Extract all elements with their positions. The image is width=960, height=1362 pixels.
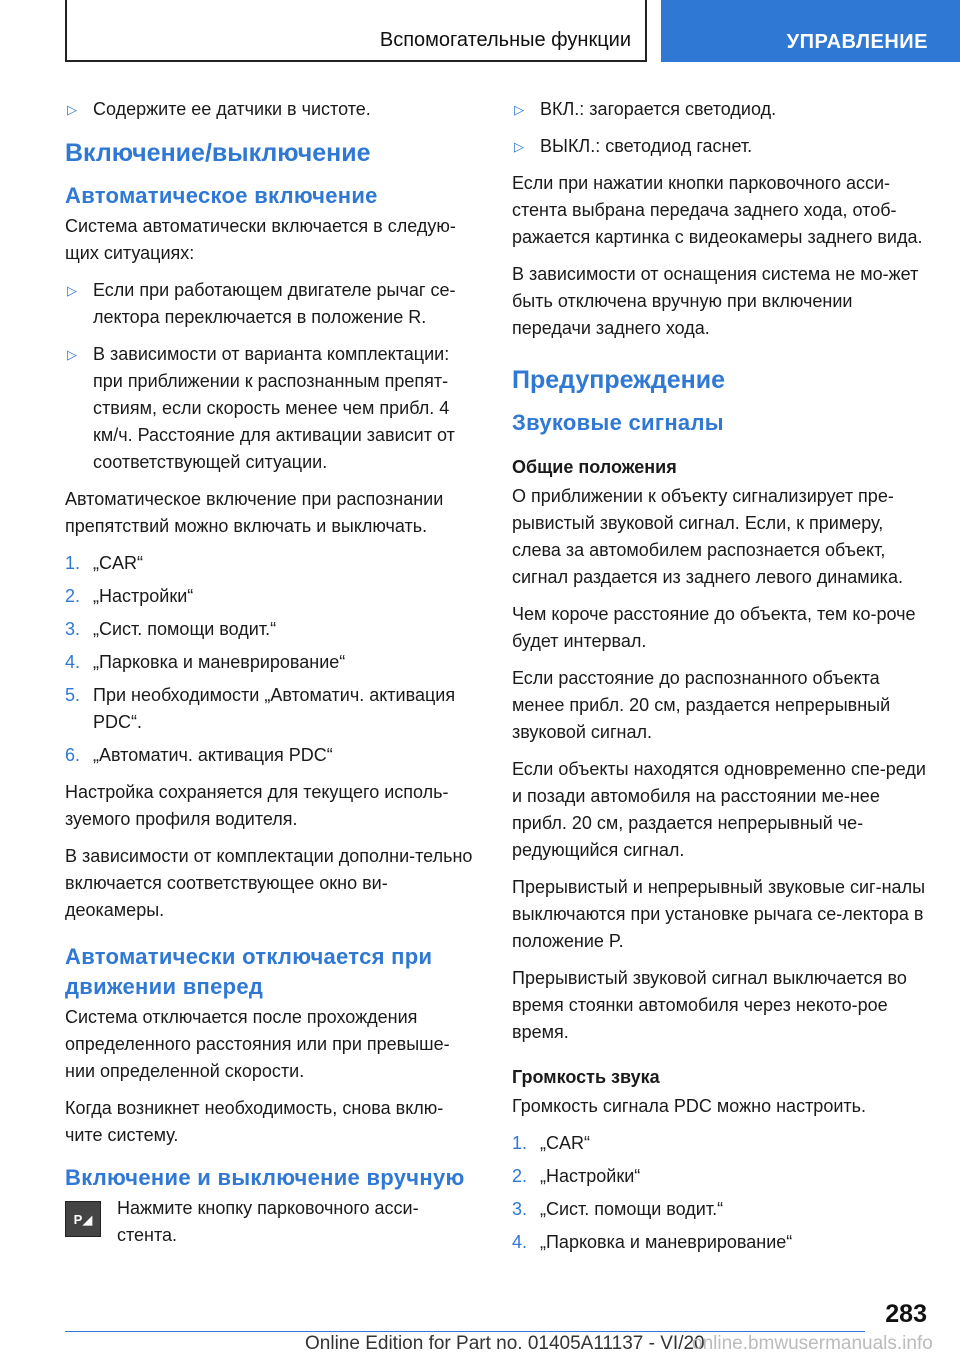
paragraph: Когда возникнет необходимость, снова вклю-чите систему. [65, 1098, 444, 1145]
triangle-bullet-icon: ▷ [67, 283, 77, 298]
paragraph: В зависимости от оснащения система не мо-жет быть отключена вручную при включении передачи заднего хода. [512, 264, 919, 338]
paragraph: Автоматическое включение при распознании препятствий можно включать и выключать. [65, 489, 444, 536]
left-column [65, 96, 475, 1259]
paragraph: Если при нажатии кнопки парковочного асси-стента выбрана передача заднего хода, отоб-ражается картинка с видеокамеры заднего вида. [512, 173, 923, 247]
list-item: 1. „CAR“ [65, 553, 143, 573]
page-number: 283 [885, 1300, 927, 1328]
header-section-title: Вспомогательные функции [379, 29, 631, 51]
list-item: 2. „Настройки“ [512, 1166, 641, 1186]
list-item: ▷ ВЫКЛ.: светодиод гаснет. [512, 133, 927, 160]
paragraph: Громкость сигнала PDC можно настроить. [512, 1096, 867, 1116]
list-item: 3. „Сист. помощи водит.“ [65, 619, 277, 639]
header-frame [65, 0, 647, 62]
heading-warning: Предупреждение [512, 366, 726, 394]
paragraph: Система автоматически включается в следую-щих ситуациях: [65, 216, 456, 263]
bullet-list [65, 277, 475, 476]
triangle-bullet-icon: ▷ [514, 139, 524, 154]
paragraph: Настройка сохраняется для текущего исполь-зуемого профиля водителя. [65, 782, 449, 829]
list-item: 3. „Сист. помощи водит.“ [512, 1199, 724, 1219]
heading-auto-on: Автоматическое включение [65, 183, 378, 208]
heading-onoff: Включение/выключение [65, 139, 371, 167]
list-item: ▷ Содержите ее датчики в чистоте. [65, 96, 475, 123]
steps-list [512, 1130, 927, 1256]
paragraph: О приближении к объекту сигнализирует пре-рывистый звуковой сигнал. Если, к примеру, слева за автомобилем распознается объект, сигнал раздается из заднего левого динамика. [512, 486, 903, 587]
triangle-bullet-icon: ▷ [514, 102, 524, 117]
paragraph: В зависимости от комплектации дополни-тельно включается соответствующее окно ви-деокамеры. [65, 846, 473, 920]
parking-assistant-button-icon: P◢ [65, 1201, 101, 1237]
list-item: 1. „CAR“ [512, 1133, 590, 1153]
paragraph: Чем короче расстояние до объекта, тем ко-роче будет интервал. [512, 604, 916, 651]
list-item: 4. „Парковка и маневрирование“ [512, 1232, 793, 1252]
icon-paragraph [65, 1195, 475, 1249]
heading-general: Общие положения [512, 457, 677, 477]
list-item: ▷ В зависимости от варианта комплектации: при приближении к распознанным препят-ствиям, если скорость менее чем прибл. 4 км/ч. Расстояние для активации зависит от соответствующей ситуации. [65, 341, 475, 476]
list-item: ▷ ВКЛ.: загорается светодиод. [512, 96, 927, 123]
header-chapter-label: УПРАВЛЕНИЕ [786, 31, 928, 53]
steps-list [65, 550, 475, 769]
right-column [512, 96, 927, 1266]
paragraph: Прерывистый и непрерывный звуковые сиг-налы выключаются при установке рычага се-лектора в положение P. [512, 877, 926, 951]
paragraph: Прерывистый звуковой сигнал выключается во время стоянки автомобиля через некото-рое время. [512, 968, 907, 1042]
paragraph: Система отключается после прохождения определенного расстояния или при превыше-нии определенной скорости. [65, 1007, 450, 1081]
footer-watermark: online.bmwusermanuals.info [692, 1333, 933, 1354]
list-item: ▷ Если при работающем двигателе рычаг се-лектора переключается в положение R. [65, 277, 475, 331]
heading-auto-off: Автоматически отключается при движении вперед [65, 944, 433, 999]
heading-volume: Громкость звука [512, 1067, 660, 1087]
bullet-list [65, 96, 475, 123]
bullet-list [512, 96, 927, 160]
paragraph: Если объекты находятся одновременно спе-реди и позади автомобиля на расстоянии ме-нее прибл. 20 см, раздается непрерывный че-редующийся сигнал. [512, 759, 926, 860]
triangle-bullet-icon: ▷ [67, 102, 77, 117]
triangle-bullet-icon: ▷ [67, 347, 77, 362]
heading-signals: Звуковые сигналы [512, 410, 724, 435]
footer-divider [65, 1331, 865, 1332]
paragraph: Если расстояние до распознанного объекта менее прибл. 20 см, раздается непрерывный звуковой сигнал. [512, 668, 891, 742]
list-item: 6. „Автоматич. активация PDC“ [65, 745, 333, 765]
header-chapter-tab [661, 0, 960, 62]
footer-edition: Online Edition for Part no. 01405A11137 - VI/20 [305, 1333, 705, 1354]
list-item: 5. При необходимости „Автоматич. активация PDC“. [65, 685, 456, 732]
list-item: 2. „Настройки“ [65, 586, 194, 606]
heading-manual: Включение и выключение вручную [65, 1165, 465, 1190]
list-item: 4. „Парковка и маневрирование“ [65, 652, 346, 672]
paragraph: Нажмите кнопку парковочного асси-стента. [117, 1198, 419, 1245]
